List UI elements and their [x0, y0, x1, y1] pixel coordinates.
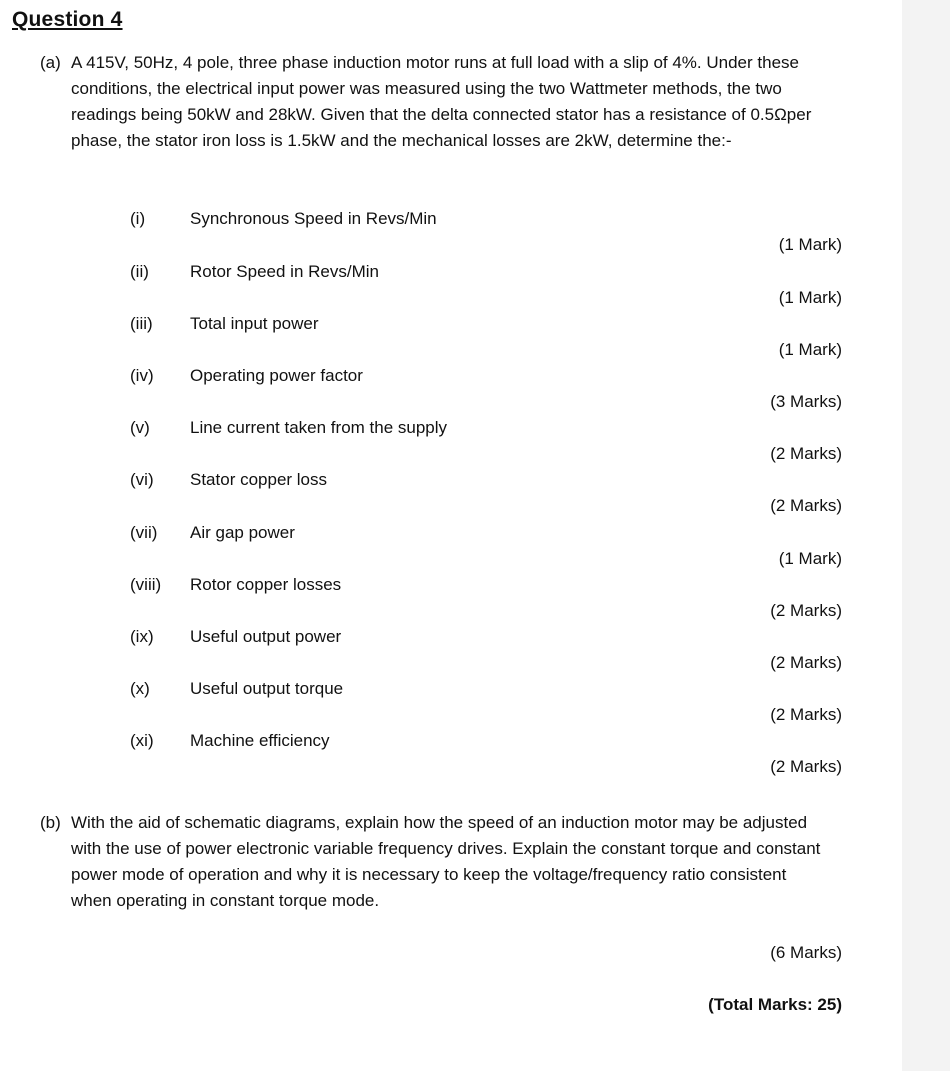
total-marks: (Total Marks: 25)	[708, 995, 842, 1014]
item-description: Stator copper loss	[190, 470, 328, 489]
item-description: Machine efficiency	[190, 731, 330, 750]
item-number: (ii)	[130, 262, 149, 281]
item-number: (x)	[130, 679, 150, 698]
item-description: Line current taken from the supply	[190, 418, 448, 437]
part-a	[40, 50, 840, 154]
item-number: (vi)	[130, 470, 154, 489]
item-number: (iv)	[130, 366, 154, 385]
item-marks: (2 Marks)	[770, 653, 842, 672]
item-description: Rotor Speed in Revs/Min	[190, 262, 379, 281]
item-marks: (2 Marks)	[770, 705, 842, 724]
item-number: (viii)	[130, 575, 162, 594]
part-b-label: (b)	[40, 813, 61, 832]
part-a-label: (a)	[40, 53, 61, 72]
item-number: (v)	[130, 418, 150, 437]
item-description: Total input power	[190, 314, 319, 333]
item-marks: (1 Mark)	[778, 288, 842, 307]
item-number: (xi)	[130, 731, 154, 750]
item-marks: (2 Marks)	[770, 444, 842, 463]
item-marks: (2 Marks)	[770, 601, 842, 620]
item-description: Useful output power	[190, 627, 342, 646]
question-title: Question 4	[12, 8, 123, 31]
part-b	[40, 810, 830, 914]
item-number: (iii)	[130, 314, 153, 333]
part-b-marks: (6 Marks)	[770, 943, 842, 962]
item-description: Useful output torque	[190, 679, 344, 698]
item-marks: (1 Mark)	[778, 549, 842, 568]
item-marks: (1 Mark)	[778, 340, 842, 359]
item-marks: (3 Marks)	[770, 392, 842, 411]
item-number: (vii)	[130, 523, 158, 542]
part-a-text: A 415V, 50Hz, 4 pole, three phase induction motor runs at full load with a slip of 4%. Under these conditions, the electrical input power was measured using the two Wattmeter methods, the two readings being 50kW and 28kW. Given that the delta connected stator has a resistance of 0.5Ωper phase, the stator iron loss is 1.5kW and the mechanical losses are 2kW, determine the:-	[71, 53, 812, 150]
item-marks: (2 Marks)	[770, 757, 842, 776]
item-marks: (1 Mark)	[778, 235, 842, 254]
item-marks: (2 Marks)	[770, 496, 842, 515]
item-number: (ix)	[130, 627, 154, 646]
part-b-text: With the aid of schematic diagrams, explain how the speed of an induction motor may be adjusted with the use of power electronic variable frequency drives. Explain the constant torque and constant power mode of operation and why it is necessary to keep the voltage/frequency ratio consistent when operating in constant torque mode.	[71, 813, 821, 910]
item-number: (i)	[130, 209, 146, 228]
item-description: Operating power factor	[190, 366, 363, 385]
item-description: Air gap power	[190, 523, 295, 542]
item-description: Synchronous Speed in Revs/Min	[190, 209, 437, 228]
viewer-side-panel	[902, 0, 950, 1071]
item-description: Rotor copper losses	[190, 575, 342, 594]
